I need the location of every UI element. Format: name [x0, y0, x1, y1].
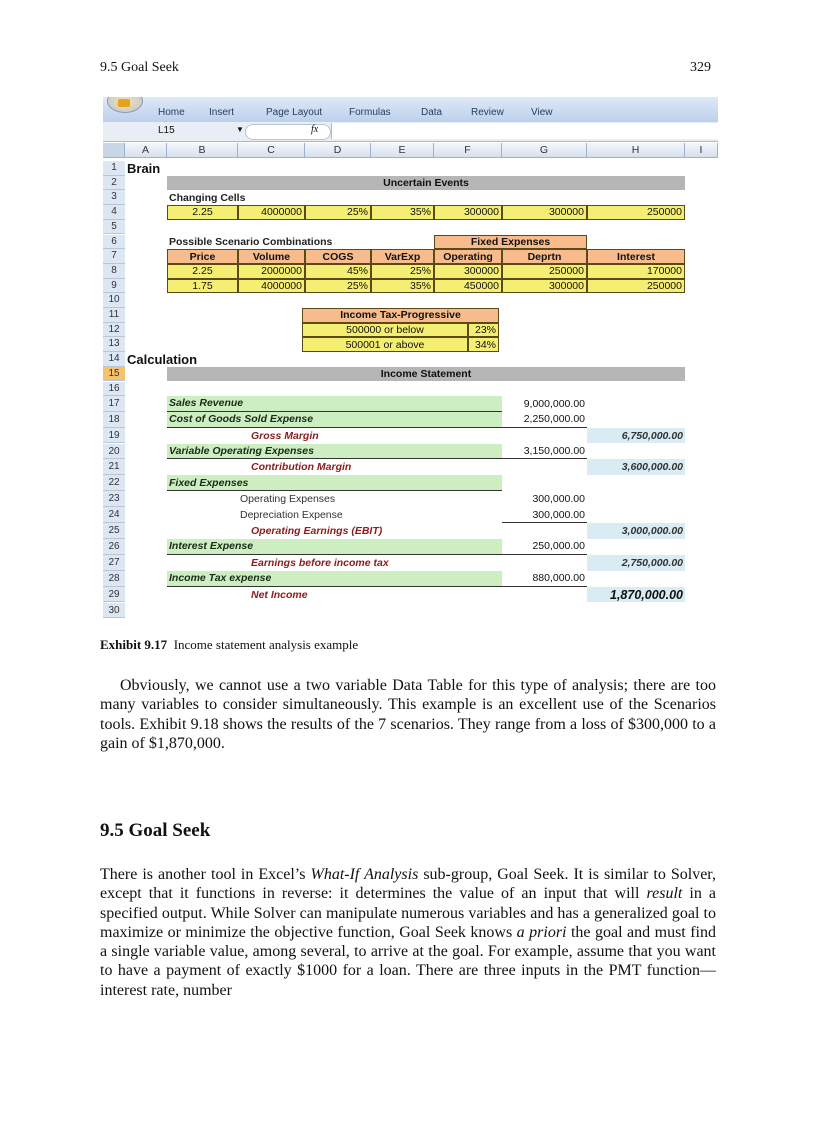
row-28 [103, 571, 718, 587]
tax-bracket[interactable]: 500000 or below [302, 323, 468, 338]
tab-home[interactable]: Home [158, 107, 185, 118]
column-header-i[interactable]: I [685, 143, 718, 158]
row-header[interactable]: 14 [103, 352, 125, 367]
tab-data[interactable]: Data [421, 107, 443, 118]
cell[interactable]: 25% [371, 264, 434, 279]
caption-text: Income statement analysis example [173, 637, 359, 652]
gross-margin-value[interactable]: 6,750,000.00 [587, 428, 685, 444]
row-header[interactable]: 10 [103, 293, 125, 308]
var-opex-value[interactable]: 3,150,000.00 [502, 444, 587, 460]
row-header[interactable]: 3 [103, 190, 125, 205]
header-cell[interactable]: Price [167, 249, 238, 264]
chevron-down-icon[interactable]: ▼ [236, 125, 244, 134]
formula-bar [103, 122, 718, 142]
row-7 [103, 249, 718, 264]
row-header[interactable]: 9 [103, 279, 125, 294]
column-header-d[interactable]: D [305, 143, 371, 158]
tax-rate[interactable]: 34% [468, 337, 499, 352]
sales-revenue-value[interactable]: 9,000,000.00 [523, 397, 585, 410]
row-header[interactable]: 6 [103, 235, 125, 250]
ebt-label[interactable]: Earnings before income tax [251, 556, 389, 569]
header-cell[interactable]: Operating [434, 249, 502, 264]
cogs-label[interactable]: Cost of Goods Sold Expense [167, 412, 502, 428]
row-header[interactable]: 18 [103, 412, 125, 428]
emphasis: result [646, 885, 683, 903]
row-header[interactable]: 12 [103, 323, 125, 338]
calculation-title[interactable]: Calculation [127, 351, 198, 367]
row-header[interactable]: 23 [103, 491, 125, 507]
column-header-c[interactable]: C [238, 143, 305, 158]
body-paragraph: Obviously, we cannot use a two variable Data Table for this type of analysis; there are too many variables to consider simultaneously. This example is an excellent use of the Scenarios tools. Exhibit 9.18 shows the results of the 7 scenarios. They range from a loss of $300,000 to a gain of $1,870,000. [100, 677, 716, 752]
row-11 [103, 308, 718, 323]
tab-view[interactable]: View [531, 107, 553, 118]
cell[interactable]: 35% [371, 279, 434, 294]
row-header[interactable]: 16 [103, 382, 125, 397]
cell[interactable]: 2000000 [238, 264, 305, 279]
tax-rate[interactable]: 23% [468, 323, 499, 338]
row-6 [103, 235, 718, 250]
row-18 [103, 412, 718, 428]
tab-formulas[interactable]: Formulas [349, 107, 391, 118]
row-12 [103, 323, 718, 338]
row-13 [103, 337, 718, 352]
changing-cells-label[interactable]: Changing Cells [169, 191, 246, 204]
tab-insert[interactable]: Insert [209, 107, 235, 118]
contribution-margin-label[interactable]: Contribution Margin [251, 461, 352, 474]
caption-label: Exhibit 9.17 [100, 637, 168, 652]
ebit-label[interactable]: Operating Earnings (EBIT) [251, 524, 383, 537]
column-header-b[interactable]: B [167, 143, 238, 158]
running-head-section: 9.5 Goal Seek [100, 60, 179, 75]
ebit-value[interactable]: 3,000,000.00 [587, 523, 685, 539]
row-17 [103, 396, 718, 412]
row-header[interactable]: 8 [103, 264, 125, 279]
contribution-margin-value[interactable]: 3,600,000.00 [587, 459, 685, 475]
tab-review[interactable]: Review [471, 107, 504, 118]
name-box[interactable]: L15 [158, 125, 175, 136]
office-button-icon[interactable] [107, 97, 143, 113]
row-20 [103, 444, 718, 460]
header-cell[interactable]: COGS [305, 249, 371, 264]
operating-expenses-label[interactable]: Operating Expenses [240, 493, 336, 506]
tab-page-layout[interactable]: Page Layout [266, 107, 323, 118]
row-header[interactable]: 7 [103, 249, 125, 264]
exhibit-caption [100, 637, 358, 653]
row-22 [103, 475, 718, 491]
brain-title[interactable]: Brain [127, 160, 161, 176]
header-cell[interactable]: Volume [238, 249, 305, 264]
cell[interactable]: 300000 [434, 205, 502, 220]
row-header[interactable]: 25 [103, 523, 125, 539]
row-header[interactable]: 27 [103, 555, 125, 571]
row-header[interactable]: 17 [103, 396, 125, 412]
ribbon [103, 97, 718, 122]
column-header-h[interactable]: H [587, 143, 685, 158]
row-header[interactable]: 13 [103, 337, 125, 352]
tax-header[interactable]: Income Tax-Progressive [302, 308, 499, 323]
row-header[interactable]: 5 [103, 220, 125, 235]
column-header-g[interactable]: G [502, 143, 587, 158]
cell[interactable]: 300000 [502, 205, 587, 220]
row-header[interactable]: 11 [103, 308, 125, 323]
cell[interactable]: 25% [305, 205, 371, 220]
row-21 [103, 459, 718, 475]
scenario-label[interactable]: Possible Scenario Combinations [169, 235, 333, 248]
cell[interactable]: 450000 [434, 279, 502, 294]
row-3 [103, 190, 718, 205]
header-cell[interactable]: Interest [587, 249, 685, 264]
row-8 [103, 264, 718, 279]
cell[interactable]: 2.25 [167, 205, 238, 220]
row-header[interactable]: 29 [103, 587, 125, 603]
row-header[interactable]: 1 [103, 161, 125, 176]
row-19 [103, 428, 718, 444]
row-header[interactable]: 21 [103, 459, 125, 475]
income-tax-value[interactable]: 880,000.00 [502, 571, 587, 587]
var-opex-label[interactable]: Variable Operating Expenses [167, 444, 502, 460]
text: in a specified output. While Solver can manipulate numerous variables and has a generalized goal to maximize or minimize the objective function, Goal Seek knows [100, 885, 717, 941]
row-header[interactable]: 20 [103, 444, 125, 460]
cell[interactable]: 170000 [587, 264, 685, 279]
interest-label[interactable]: Interest Expense [167, 539, 502, 555]
column-header-f[interactable]: F [434, 143, 502, 158]
page-number: 329 [690, 60, 711, 75]
row-header[interactable]: 24 [103, 507, 125, 523]
gross-margin-label[interactable]: Gross Margin [251, 429, 319, 442]
emphasis: a priori [516, 923, 567, 941]
income-tax-label[interactable]: Income Tax expense [167, 571, 502, 587]
row-header[interactable]: 30 [103, 603, 125, 619]
row-26 [103, 539, 718, 555]
cell[interactable]: 2.25 [167, 264, 238, 279]
row-15 [103, 367, 718, 382]
cell[interactable]: 4000000 [238, 205, 305, 220]
row-27 [103, 555, 718, 571]
select-all-corner[interactable] [103, 143, 125, 158]
row-header[interactable]: 28 [103, 571, 125, 587]
cell[interactable]: 4000000 [238, 279, 305, 294]
column-header-e[interactable]: E [371, 143, 434, 158]
row-25 [103, 523, 718, 539]
cell[interactable]: 250000 [502, 264, 587, 279]
excel-screenshot [103, 97, 718, 620]
sales-revenue-label[interactable]: Sales Revenue [167, 396, 502, 412]
cell[interactable]: 45% [305, 264, 371, 279]
row-9 [103, 279, 718, 294]
row-header[interactable]: 19 [103, 428, 125, 444]
depreciation-label[interactable]: Depreciation Expense [240, 509, 343, 522]
row-4 [103, 205, 718, 220]
net-income-value[interactable]: 1,870,000.00 [587, 587, 685, 603]
body-paragraph [100, 865, 716, 1000]
row-1 [103, 161, 718, 176]
column-header-a[interactable]: A [125, 143, 167, 158]
cell[interactable]: 300000 [502, 279, 587, 294]
interest-value[interactable]: 250,000.00 [502, 539, 587, 555]
row-29 [103, 587, 718, 603]
formula-input[interactable] [331, 123, 718, 139]
operating-expenses-value[interactable]: 300,000.00 [532, 493, 585, 506]
cogs-value[interactable]: 2,250,000.00 [502, 412, 587, 428]
emphasis: What-If Analysis [310, 866, 419, 883]
income-statement-header[interactable]: Income Statement [167, 367, 685, 382]
row-2 [103, 176, 718, 191]
row-header[interactable]: 2 [103, 176, 125, 191]
text: the goal and must find a single variable value, among several, to arrive at the goal. For example, assume that you want to have a payment of exactly $1000 for a loan. There are three inputs in the PMT function—interest rate, number [100, 923, 716, 999]
row-header[interactable]: 22 [103, 475, 125, 491]
cell[interactable]: 300000 [434, 264, 502, 279]
ebt-value[interactable]: 2,750,000.00 [587, 555, 685, 571]
text: There is another tool in Excel’s [100, 866, 311, 883]
cell[interactable]: 1.75 [167, 279, 238, 294]
net-income-label[interactable]: Net Income [251, 588, 308, 601]
row-header[interactable]: 26 [103, 539, 125, 555]
cell[interactable]: 250000 [587, 205, 685, 220]
section-heading: 9.5 Goal Seek [100, 820, 211, 841]
cell[interactable]: 35% [371, 205, 434, 220]
depreciation-value[interactable]: 300,000.00 [502, 507, 587, 523]
header-cell[interactable]: VarExp [371, 249, 434, 264]
row-24 [103, 507, 718, 523]
uncertain-events-header[interactable]: Uncertain Events [167, 176, 685, 191]
fixed-expenses-header[interactable]: Fixed Expenses [434, 235, 587, 250]
cell[interactable]: 250000 [587, 279, 685, 294]
row-header[interactable]: 15 [103, 367, 125, 382]
fixed-expenses-label[interactable]: Fixed Expenses [167, 475, 502, 491]
row-23 [103, 491, 718, 507]
row-14 [103, 352, 718, 367]
header-cell[interactable]: Deprtn [502, 249, 587, 264]
cell[interactable]: 25% [305, 279, 371, 294]
row-header[interactable]: 4 [103, 205, 125, 220]
fx-icon[interactable]: fx [311, 124, 319, 135]
tax-bracket[interactable]: 500001 or above [302, 337, 468, 352]
text: sub-group, Goal Seek. It is similar to Solver, except that it functions in reverse: it determines the value of an input that will [100, 866, 716, 903]
